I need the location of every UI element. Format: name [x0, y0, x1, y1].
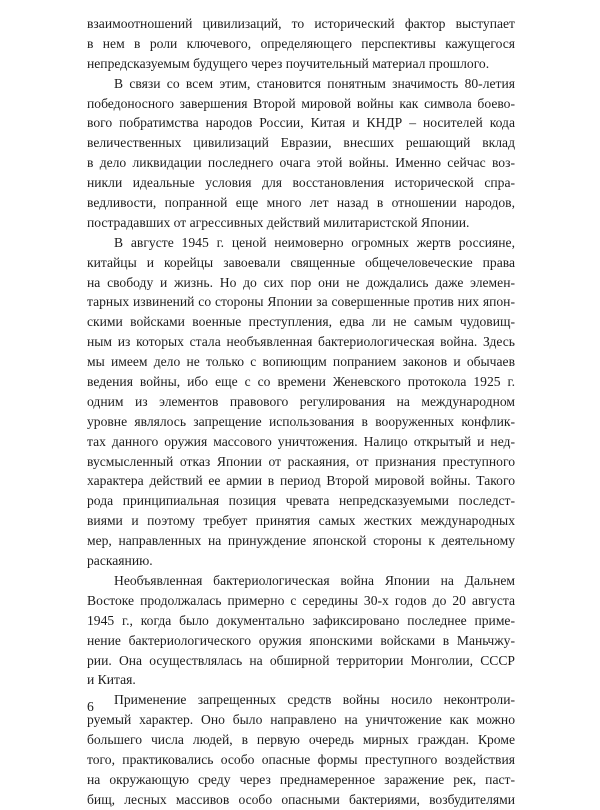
text-line: Востоке продолжалась примерно с середины 30-х годов до 20 августа: [87, 592, 515, 608]
text-line: одним из элементов правового регулирования на международном: [87, 393, 515, 409]
text-line: рии. Она осуществлялась на обширной территории Монголии, СССР: [87, 652, 515, 668]
text-line: Применение запрещенных средств войны носило неконтроли-: [114, 692, 515, 708]
text-line: в дело ликвидации последнего очага этой войны. Именно сейчас воз-: [87, 155, 515, 171]
page-body: [87, 14, 515, 810]
text-line: виями и поэтому требует принятия самых жестких международных: [87, 513, 515, 529]
paragraph: [87, 233, 515, 571]
text-line: руемый характер. Оно было направлено на уничтожение как можно: [87, 712, 515, 728]
text-line: в нем в роли ключевого, определяющего перспективы кажущегося: [87, 35, 515, 51]
text-line: В августе 1945 г. ценой неимоверно огромных жертв россияне,: [114, 234, 515, 250]
text-line: тарных извинений со стороны Японии за совершенные против них япон-: [87, 294, 515, 310]
text-line: на окружающую среду через преднамеренное заражение рек, паст-: [87, 771, 515, 787]
text-line: Необъявленная бактериологическая война Японии на Дальнем: [114, 572, 515, 588]
text-line: вого побратимства народов России, Китая и КНДР – носителей кода: [87, 115, 515, 131]
text-line: уровне являлось запрещение использования в вооруженных конфлик-: [87, 413, 515, 429]
text-line: и Китая.: [87, 672, 136, 688]
text-line: раскаянию.: [87, 553, 153, 569]
paragraph: [87, 571, 515, 690]
text-line: пострадавших от агрессивных действий милитаристской Японии.: [87, 214, 470, 230]
text-line: В связи со всем этим, становится понятным значимость 80-летия: [114, 75, 515, 91]
text-line: на свободу и жизнь. Но до сих пор они не дождались даже элемен-: [87, 274, 515, 290]
text-line: характера действий ее армии в период Второй мировой войны. Такого: [87, 473, 515, 489]
text-line: рода принципиальная позиция чревата непредсказуемыми последст-: [87, 493, 515, 509]
text-line: 1945 г., когда было документально зафиксировано последнее приме-: [87, 612, 515, 628]
text-line: величественных цивилизаций Евразии, внесших решающий вклад: [87, 135, 515, 151]
text-line: скими войсками военные преступления, едва ли не самым чудовищ-: [87, 314, 515, 330]
text-line: никли идеальные условия для восстановления исторической спра-: [87, 175, 515, 191]
paragraph: [87, 74, 515, 233]
text-line: бищ, лесных массивов особо опасными бактериями, возбудителями: [87, 791, 515, 807]
text-line: мер, направленных на принуждение японской стороны к деятельному: [87, 533, 515, 549]
text-line: непредсказуемым будущего через поучительный материал прошлого.: [87, 55, 490, 71]
text-line: того, практиковались особо опасные формы преступного воздействия: [87, 751, 515, 767]
text-line: взаимоотношений цивилизаций, то исторический фактор выступает: [87, 16, 515, 31]
text-line: вусмысленный отказ Японии от раскаяния, от признания преступного: [87, 453, 515, 469]
page-number: 6: [87, 699, 94, 714]
text-line: нение бактериологического оружия японскими войсками в Маньчжу-: [87, 632, 515, 648]
paragraph: [87, 14, 515, 74]
text-line: китайцы и корейцы завоевали священные общечеловеческие права: [87, 254, 515, 270]
text-line: ведения войны, ибо еще с со времени Женевского протокола 1925 г.: [87, 374, 515, 390]
text-line: большего числа людей, в первую очередь мирных граждан. Кроме: [87, 732, 515, 748]
text-line: мы имеем дело не только с вопиющим попранием законов и обычаев: [87, 354, 515, 370]
text-line: победоносного завершения Второй мировой войны как символа боево-: [87, 95, 515, 111]
text-line: ным из которых стала необъявленная бактериологическая война. Здесь: [87, 334, 515, 350]
text-line: ведливости, попранной еще много лет назад в отношении народов,: [87, 195, 515, 211]
text-line: тах данного оружия массового уничтожения. Налицо открытый и нед-: [87, 433, 515, 449]
